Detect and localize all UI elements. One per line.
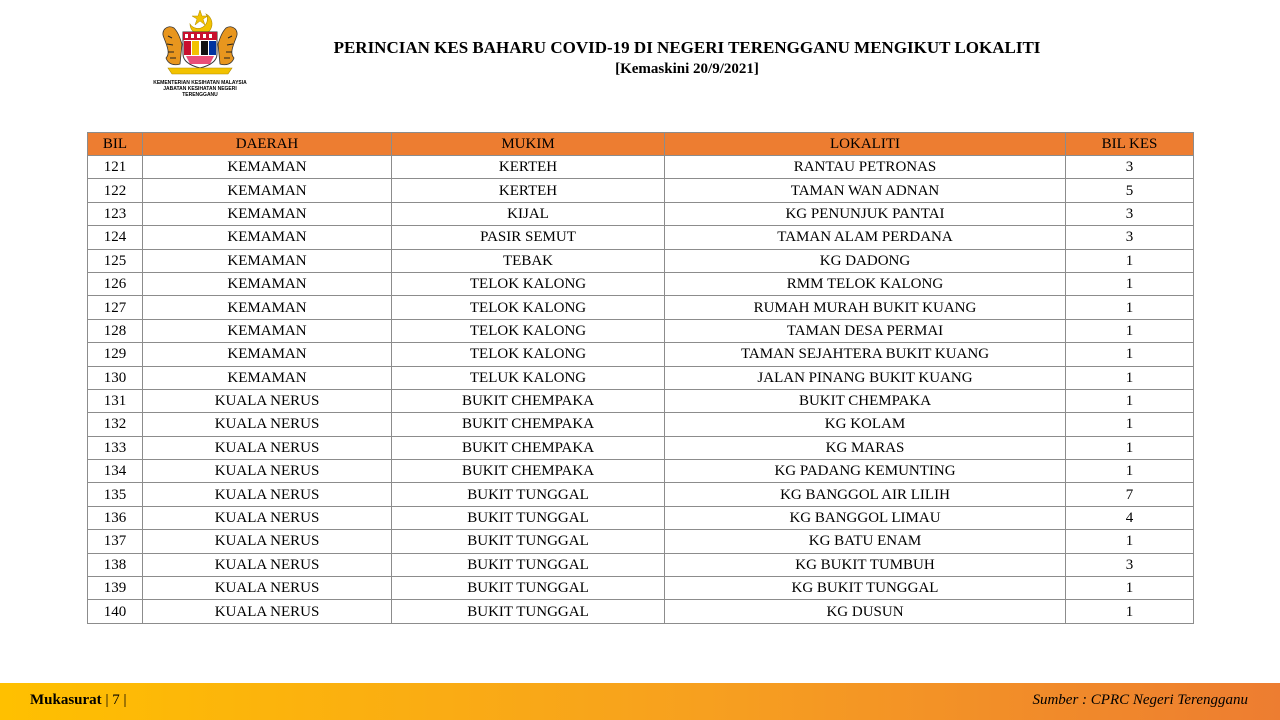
ministry-logo: [150, 8, 250, 98]
locality-cell: RANTAU PETRONAS: [665, 156, 1066, 179]
case-count-cell: 1: [1066, 249, 1194, 272]
table-row: [88, 272, 1194, 295]
column-header: BIL: [88, 133, 143, 156]
column-header: BIL KES: [1066, 133, 1194, 156]
table-row: [88, 226, 1194, 249]
case-count-cell: 1: [1066, 600, 1194, 623]
row-number-cell: 131: [88, 389, 143, 412]
subdistrict-cell: PASIR SEMUT: [392, 226, 665, 249]
row-number-cell: 129: [88, 343, 143, 366]
subdistrict-cell: TELOK KALONG: [392, 296, 665, 319]
case-count-cell: 1: [1066, 343, 1194, 366]
district-cell: KUALA NERUS: [143, 413, 392, 436]
page-indicator: [30, 692, 126, 709]
district-cell: KUALA NERUS: [143, 530, 392, 553]
table-header-row: [88, 133, 1194, 156]
row-number-cell: 133: [88, 436, 143, 459]
subdistrict-cell: BUKIT CHEMPAKA: [392, 436, 665, 459]
footer-bar: [0, 683, 1280, 720]
subdistrict-cell: BUKIT CHEMPAKA: [392, 389, 665, 412]
subdistrict-cell: KERTEH: [392, 156, 665, 179]
district-cell: KUALA NERUS: [143, 506, 392, 529]
row-number-cell: 138: [88, 553, 143, 576]
row-number-cell: 132: [88, 413, 143, 436]
case-count-cell: 1: [1066, 366, 1194, 389]
district-cell: KEMAMAN: [143, 366, 392, 389]
row-number-cell: 137: [88, 530, 143, 553]
case-count-cell: 1: [1066, 530, 1194, 553]
district-cell: KEMAMAN: [143, 179, 392, 202]
row-number-cell: 140: [88, 600, 143, 623]
locality-cell: KG PENUNJUK PANTAI: [665, 202, 1066, 225]
case-count-cell: 1: [1066, 389, 1194, 412]
row-number-cell: 127: [88, 296, 143, 319]
subdistrict-cell: TELOK KALONG: [392, 343, 665, 366]
subdistrict-cell: TELOK KALONG: [392, 272, 665, 295]
locality-cell: KG BANGGOL AIR LILIH: [665, 483, 1066, 506]
case-count-cell: 3: [1066, 202, 1194, 225]
table-row: [88, 296, 1194, 319]
district-cell: KEMAMAN: [143, 272, 392, 295]
coat-of-arms-icon: [150, 8, 250, 80]
subdistrict-cell: BUKIT TUNGGAL: [392, 530, 665, 553]
table-row: [88, 179, 1194, 202]
subdistrict-cell: TELOK KALONG: [392, 319, 665, 342]
logo-line-ministry: KEMENTERIAN KESIHATAN MALAYSIA: [153, 80, 247, 86]
table-row: [88, 483, 1194, 506]
district-cell: KEMAMAN: [143, 202, 392, 225]
table-row: [88, 202, 1194, 225]
row-number-cell: 125: [88, 249, 143, 272]
page-title: PERINCIAN KES BAHARU COVID-19 DI NEGERI TERENGGANU MENGIKUT LOKALITI: [333, 38, 1041, 57]
row-number-cell: 135: [88, 483, 143, 506]
district-cell: KEMAMAN: [143, 156, 392, 179]
table-row: [88, 577, 1194, 600]
table-body: [88, 156, 1194, 624]
subdistrict-cell: BUKIT CHEMPAKA: [392, 460, 665, 483]
district-cell: KUALA NERUS: [143, 483, 392, 506]
case-count-cell: 1: [1066, 436, 1194, 459]
locality-cell: KG BANGGOL LIMAU: [665, 506, 1066, 529]
row-number-cell: 126: [88, 272, 143, 295]
locality-cell: KG MARAS: [665, 436, 1066, 459]
case-count-cell: 1: [1066, 413, 1194, 436]
subdistrict-cell: TELUK KALONG: [392, 366, 665, 389]
district-cell: KUALA NERUS: [143, 389, 392, 412]
district-cell: KUALA NERUS: [143, 460, 392, 483]
row-number-cell: 139: [88, 577, 143, 600]
table-row: [88, 156, 1194, 179]
row-number-cell: 124: [88, 226, 143, 249]
subdistrict-cell: KERTEH: [392, 179, 665, 202]
district-cell: KEMAMAN: [143, 343, 392, 366]
table-row: [88, 319, 1194, 342]
case-count-cell: 1: [1066, 272, 1194, 295]
row-number-cell: 134: [88, 460, 143, 483]
locality-cell: KG BUKIT TUNGGAL: [665, 577, 1066, 600]
row-number-cell: 121: [88, 156, 143, 179]
subdistrict-cell: BUKIT TUNGGAL: [392, 577, 665, 600]
locality-cell: BUKIT CHEMPAKA: [665, 389, 1066, 412]
district-cell: KUALA NERUS: [143, 577, 392, 600]
row-number-cell: 130: [88, 366, 143, 389]
subdistrict-cell: KIJAL: [392, 202, 665, 225]
district-cell: KEMAMAN: [143, 226, 392, 249]
locality-cell: RMM TELOK KALONG: [665, 272, 1066, 295]
locality-cell: TAMAN ALAM PERDANA: [665, 226, 1066, 249]
table-row: [88, 530, 1194, 553]
table-row: [88, 506, 1194, 529]
locality-cell: KG BUKIT TUMBUH: [665, 553, 1066, 576]
district-cell: KEMAMAN: [143, 319, 392, 342]
district-cell: KUALA NERUS: [143, 436, 392, 459]
column-header: DAERAH: [143, 133, 392, 156]
logo-line-department: JABATAN KESIHATAN NEGERI TERENGGANU: [163, 86, 237, 98]
locality-cell: KG DUSUN: [665, 600, 1066, 623]
table-row: [88, 413, 1194, 436]
subdistrict-cell: BUKIT TUNGGAL: [392, 553, 665, 576]
table-row: [88, 343, 1194, 366]
subdistrict-cell: TEBAK: [392, 249, 665, 272]
district-cell: KUALA NERUS: [143, 553, 392, 576]
locality-cell: TAMAN DESA PERMAI: [665, 319, 1066, 342]
table-row: [88, 366, 1194, 389]
district-cell: KEMAMAN: [143, 296, 392, 319]
case-count-cell: 5: [1066, 179, 1194, 202]
row-number-cell: 136: [88, 506, 143, 529]
table-row: [88, 600, 1194, 623]
locality-cell: KG DADONG: [665, 249, 1066, 272]
column-header: LOKALITI: [665, 133, 1066, 156]
case-count-cell: 3: [1066, 553, 1194, 576]
page-number: | 7 |: [105, 692, 127, 708]
case-count-cell: 4: [1066, 506, 1194, 529]
locality-cell: KG BATU ENAM: [665, 530, 1066, 553]
subdistrict-cell: BUKIT TUNGGAL: [392, 600, 665, 623]
table-row: [88, 460, 1194, 483]
row-number-cell: 122: [88, 179, 143, 202]
district-cell: KEMAMAN: [143, 249, 392, 272]
table-row: [88, 553, 1194, 576]
row-number-cell: 128: [88, 319, 143, 342]
case-count-cell: 3: [1066, 156, 1194, 179]
subdistrict-cell: BUKIT TUNGGAL: [392, 483, 665, 506]
table-row: [88, 389, 1194, 412]
subdistrict-cell: BUKIT TUNGGAL: [392, 506, 665, 529]
district-cell: KUALA NERUS: [143, 600, 392, 623]
case-count-cell: 1: [1066, 319, 1194, 342]
case-count-cell: 1: [1066, 460, 1194, 483]
table-row: [88, 249, 1194, 272]
source-note: Sumber : CPRC Negeri Terengganu: [1032, 692, 1248, 708]
case-count-cell: 1: [1066, 577, 1194, 600]
cases-table: [87, 132, 1194, 624]
case-count-cell: 1: [1066, 296, 1194, 319]
subdistrict-cell: BUKIT CHEMPAKA: [392, 413, 665, 436]
locality-cell: TAMAN SEJAHTERA BUKIT KUANG: [665, 343, 1066, 366]
row-number-cell: 123: [88, 202, 143, 225]
case-count-cell: 7: [1066, 483, 1194, 506]
locality-cell: TAMAN WAN ADNAN: [665, 179, 1066, 202]
locality-cell: JALAN PINANG BUKIT KUANG: [665, 366, 1066, 389]
case-count-cell: 3: [1066, 226, 1194, 249]
locality-cell: KG KOLAM: [665, 413, 1066, 436]
update-date: [Kemaskini 20/9/2021]: [615, 61, 759, 77]
page-label: Mukasurat: [30, 692, 102, 708]
table-row: [88, 436, 1194, 459]
locality-cell: KG PADANG KEMUNTING: [665, 460, 1066, 483]
column-header: MUKIM: [392, 133, 665, 156]
locality-cell: RUMAH MURAH BUKIT KUANG: [665, 296, 1066, 319]
